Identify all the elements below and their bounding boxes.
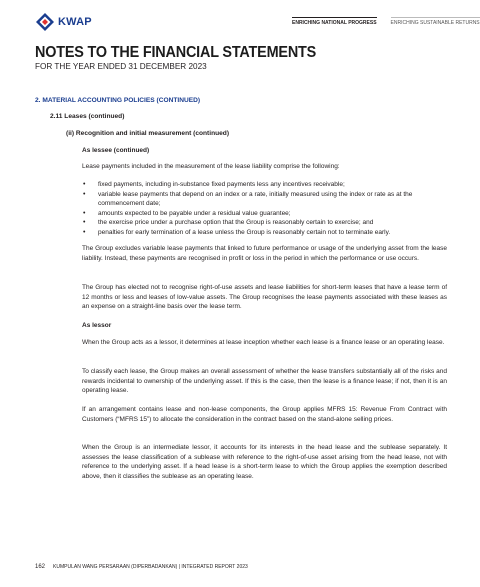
list-item: • amounts expected to be payable under a residual value guarantee; — [82, 209, 447, 219]
subsection-heading: 2.11 Leases (continued) — [50, 113, 125, 120]
page-number: 162 — [35, 564, 46, 570]
lease-payment-list — [82, 180, 447, 238]
lessee-paragraph-2: The Group has elected not to recognise right-of-use assets and lease liabilities for short-term leases that have a lease term of 12 months or less and leases of low-value assets. The Group recognises the lease payments associated with these leases as an expense on a straight-line basis over the lease term. — [82, 284, 447, 311]
brand-name: KWAP — [58, 16, 92, 28]
lessor-paragraph-2: To classify each lease, the Group makes an overall assessment of whether the lease transfers substantially all of the risks and rewards incidental to ownership of the underlying asset. If this is the case, then the lease is a finance lease; if not, then it is an operating lease. — [82, 368, 447, 395]
nav-enriching-national-progress[interactable]: ENRICHING NATIONAL PROGRESS — [292, 17, 377, 26]
lessee-paragraph-1: The Group excludes variable lease payments that linked to future performance or usage of the underlying asset from the lease liability. Instead, these payments are recognised in profit or loss in the period in which the performance or use occurs. — [82, 245, 447, 262]
lessor-heading: As lessor — [82, 322, 112, 329]
list-item: • variable lease payments that depend on an index or a rate, initially measured using the index or rate as at the commencement date; — [82, 190, 447, 209]
page-title: NOTES TO THE FINANCIAL STATEMENTS — [35, 44, 317, 61]
kwap-logo[interactable] — [35, 12, 92, 32]
list-item: • fixed payments, including in-substance fixed payments less any incentives receivable; — [82, 180, 447, 190]
page-footer — [35, 564, 248, 570]
list-item: • penalties for early termination of a lease unless the Group is reasonably certain not to terminate early. — [82, 228, 447, 238]
nav-enriching-sustainable-returns[interactable]: ENRICHING SUSTAINABLE RETURNS — [391, 17, 480, 26]
lessee-heading: As lessee (continued) — [82, 147, 150, 154]
subsubsection-heading: (ii) Recognition and initial measurement (continued) — [66, 130, 230, 137]
lessee-intro: Lease payments included in the measurement of the lease liability comprise the following: — [82, 163, 340, 170]
lessor-paragraph-3: If an arrangement contains lease and non-lease components, the Group applies MFRS 15: Revenue From Contract with Customers (“MFRS 15”) to allocate the consideration in the contract based on the stand-alone selling prices. — [82, 406, 447, 423]
kwap-logo-icon — [35, 12, 55, 32]
footer-text: KUMPULAN WANG PERSARAAN (DIPERBADANKAN) | INTEGRATED REPORT 2023 — [53, 564, 248, 570]
header-nav — [292, 17, 480, 26]
section-heading: 2. MATERIAL ACCOUNTING POLICIES (CONTINUED) — [35, 97, 201, 104]
list-item: • the exercise price under a purchase option that the Group is reasonably certain to exercise; and — [82, 218, 447, 228]
lessor-paragraph-4: When the Group is an intermediate lessor, it accounts for its interests in the head lease and the sublease separately. It assesses the lease classification of a sublease with reference to the right-of-use asset arising from the head lease, not with reference to the underlying asset. If a head lease is a short-term lease to which the Group applies the exemption described above, then it classifies the sublease as an operating lease. — [82, 444, 447, 480]
lessor-paragraph-1: When the Group acts as a lessor, it determines at lease inception whether each lease is a finance lease or an operating lease. — [82, 339, 445, 346]
page-subtitle: FOR THE YEAR ENDED 31 DECEMBER 2023 — [35, 62, 207, 71]
